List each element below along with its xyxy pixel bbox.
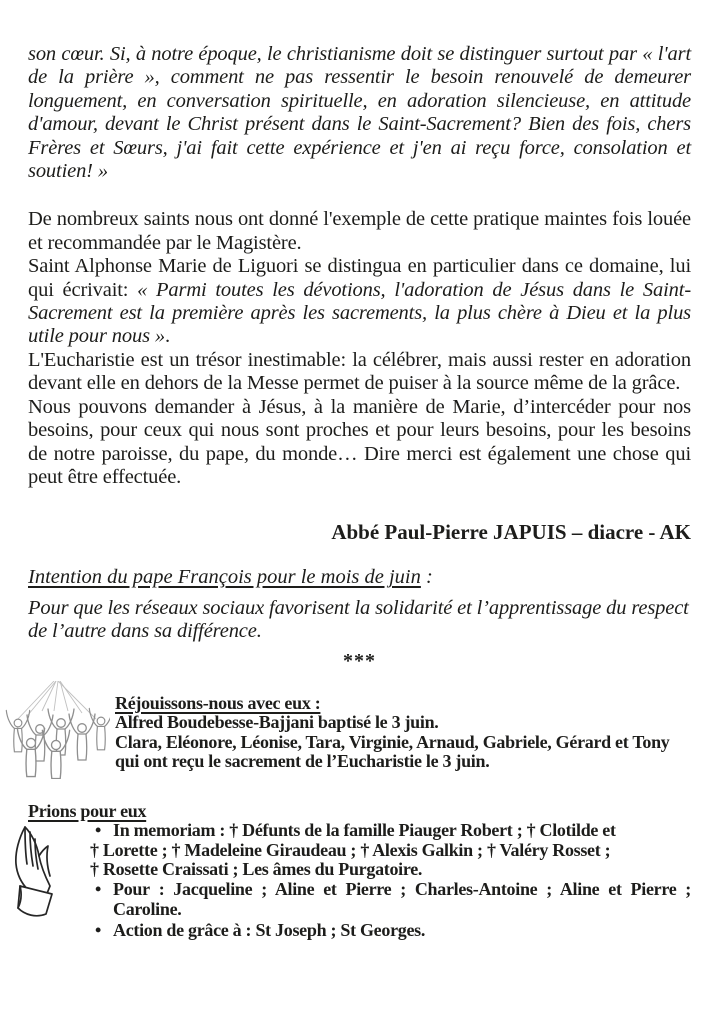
paragraph-liguori <box>28 255 691 349</box>
pope-intention-heading-underlined: Intention du pape François pour le mois de juin <box>28 566 421 589</box>
baptism-line: Alfred Boudebesse-Bajjani baptisé le 3 juin. <box>115 712 439 733</box>
paragraph-eucharistie: L'Eucharistie est un trésor inestimable: la célébrer, mais aussi rester en adoration devant elle en dehors de la Messe permet de puiser à la source même de la grâce. <box>28 348 691 395</box>
paragraph-liguori-end: . <box>164 325 170 348</box>
first-communion-line: Clara, Eléonore, Léonise, Tara, Virginie, Arnaud, Gabriele, Gérard et Tony qui ont reçu le sacrement de l’Eucharistie le 3 juin. <box>115 731 670 772</box>
in-memoriam-line-3: † Rosette Craissati ; Les âmes du Purgatoire. <box>90 859 423 880</box>
rejoice-heading: Réjouissons-nous avec eux : <box>115 692 321 713</box>
pope-intention-heading <box>28 566 691 589</box>
list-item-pour <box>28 880 691 919</box>
opening-quote-paragraph: son cœur. Si, à notre époque, le christianisme doit se distinguer surtout par « l'art de la prière », comment ne pas ressentir le besoin renouvelé de demeurer longuement, en conversation spirituelle, en adoration silencieuse, en attitude d'amour, devant le Christ présent dans le Saint-Sacrement? Bien des fois, chers Frères et Sœurs, j'ai fait cette expérience et j'en ai reçu force, consolation et soutien! » <box>28 43 691 183</box>
text-column <box>28 0 691 941</box>
signature-line: Abbé Paul-Pierre JAPUIS – diacre - AK <box>331 520 691 545</box>
bullet-icon: • <box>95 820 102 841</box>
body-paragraphs <box>28 208 691 489</box>
pray-section <box>28 802 691 941</box>
pray-heading: Prions pour eux <box>28 800 147 821</box>
praising-people-icon <box>4 681 110 779</box>
pope-intention-text: Pour que les réseaux sociaux favorisent la solidarité et l’apprentissage du respect de l’autre dans sa différence. <box>28 596 689 643</box>
list-item-in-memoriam <box>28 821 691 841</box>
paragraph-saints: De nombreux saints nous ont donné l'exemple de cette pratique maintes fois louée et recommandée par le Magistère. <box>28 208 691 254</box>
pope-intention-colon: : <box>420 566 433 589</box>
rejoice-section <box>28 694 691 778</box>
praying-hands-icon <box>8 824 62 918</box>
paragraph-intercession: Nous pouvons demander à Jésus, à la manière de Marie, d’intercéder pour nos besoins, pour ceux qui nous sont proches et pour leurs besoins, pour les besoins de notre paroisse, du pape, du monde… Dire merci est également une chose qui peut être effectuée. <box>28 395 691 488</box>
liguori-quote: « Parmi toutes les dévotions, l'adoration de Jésus dans le Saint-Sacrement est la première après les sacrements, la plus chère à Dieu et la plus utile pour nous » <box>28 278 691 348</box>
in-memoriam-line-2: † Lorette ; † Madeleine Giraudeau ; † Alexis Galkin ; † Valéry Rosset ; <box>90 839 611 860</box>
paragraph-liguori-lead: Saint Alphonse Marie de Liguori se distingua en particulier dans ce domaine, lui qui écrivait: <box>28 255 691 301</box>
pour-text: Pour : Jacqueline ; Aline et Pierre ; Charles-Antoine ; Aline et Pierre ; Caroline. <box>113 878 691 919</box>
list-item-action-de-grace <box>28 921 691 941</box>
in-memoriam-line-1: In memoriam : † Défunts de la famille Piauger Robert ; † Clotilde et <box>113 820 616 841</box>
bullet-icon: • <box>95 920 102 941</box>
asterisk-separator: *** <box>343 649 376 672</box>
bullet-icon: • <box>95 878 102 899</box>
action-de-grace-text: Action de grâce à : St Joseph ; St Georges. <box>113 920 426 941</box>
